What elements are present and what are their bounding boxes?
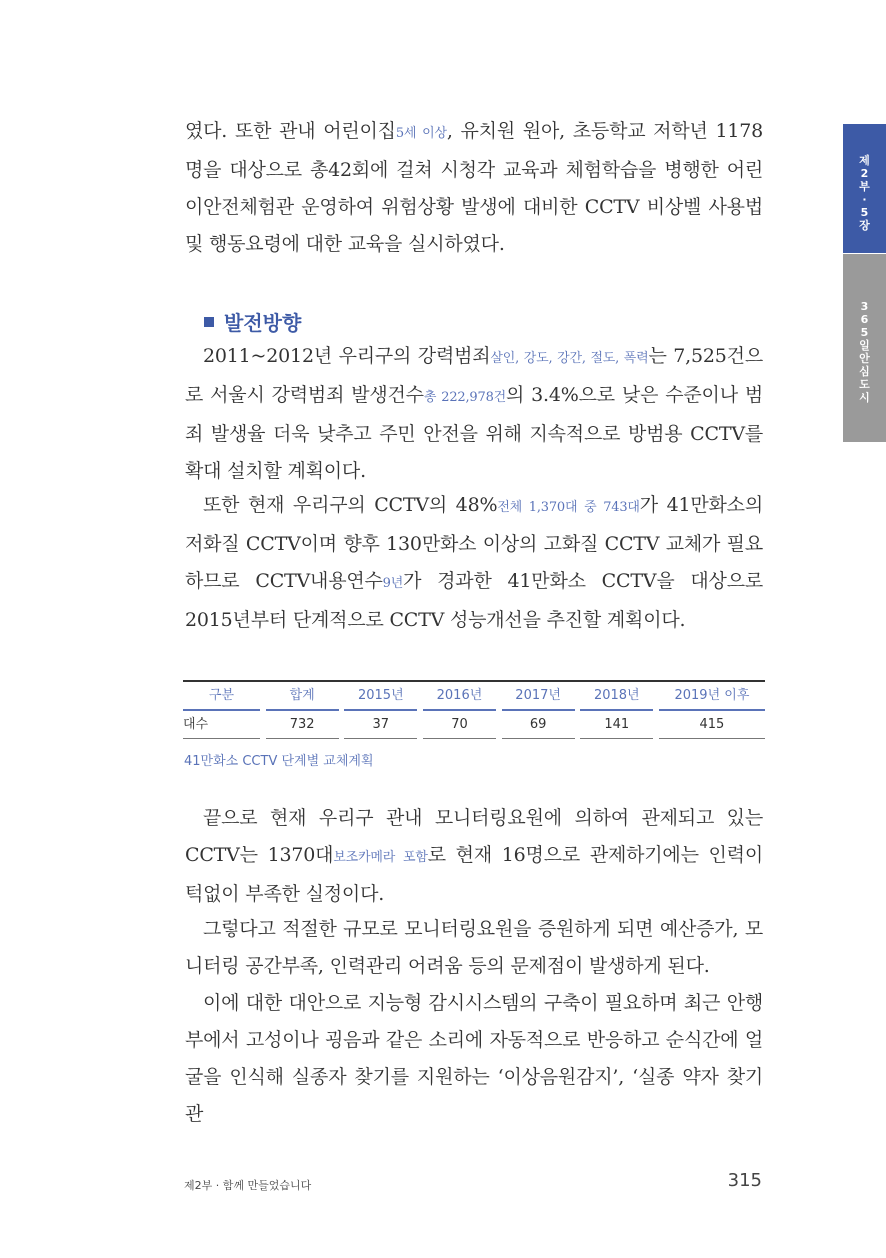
tab-char: 도 [859, 378, 870, 391]
inline-note: 총 222,978건 [423, 390, 507, 405]
text-run: , 유치원 원아, 초등학교 저학년 1178명을 대상으로 총42회에 걸쳐 시청각 교육과 체험학습을 병행한 어린이안전체험관 운영하여 위험상황 발생에 대비한 CCTV 비상벨 사용법 및 행동요령에 대한 교육을 실시하였다. [185, 120, 764, 255]
tab-char: 심 [859, 365, 870, 378]
tab-char: 시 [859, 391, 870, 404]
text-run: 2011~2012년 우리구의 강력범죄 [203, 345, 491, 367]
body-paragraph-3 [185, 487, 763, 639]
table-row [183, 711, 765, 739]
table-header-cell: 2015년 [344, 682, 417, 711]
body-paragraph-5: 그렇다고 적절한 규모로 모니터링요원을 증원하게 되면 예산증가, 모니터링 공간부족, 인력관리 어려움 등의 문제점이 발생하게 된다. [185, 918, 763, 977]
tab-char: · [862, 193, 867, 206]
table-cell: 141 [580, 711, 653, 739]
body-paragraph-4 [185, 800, 763, 913]
section-heading-text: 발전방향 [224, 311, 302, 335]
body-paragraph-1 [185, 113, 763, 263]
inline-note: 보조카메라 포함 [333, 850, 428, 865]
text-run: 또한 현재 우리구의 CCTV의 48% [203, 494, 498, 516]
tab-char: 일 [859, 339, 870, 352]
replacement-plan-table [183, 680, 765, 739]
tab-char: 안 [859, 352, 870, 365]
tab-char: 5 [860, 326, 869, 339]
inline-note: 전체 1,370대 중 743대 [497, 500, 640, 515]
table-cell: 732 [266, 711, 339, 739]
table-header-cell: 합계 [266, 682, 339, 711]
table-cell: 70 [423, 711, 496, 739]
table-caption: 41만화소 CCTV 단계별 교체계획 [184, 754, 374, 769]
tab-char: 부 [859, 180, 870, 193]
page-number: 315 [727, 1170, 762, 1191]
body-paragraph-2 [185, 338, 763, 490]
square-bullet-icon [204, 317, 214, 327]
text-run: 가 41만화소의 저화질 CCTV이며 향후 130만화소 이상의 고화질 CCTV 교체가 필요하므로 CCTV내용연수 [185, 494, 763, 592]
tab-char: 장 [859, 219, 870, 232]
section-heading [204, 307, 301, 336]
table-header-cell: 2017년 [502, 682, 575, 711]
table-cell: 69 [502, 711, 575, 739]
tab-char: 5 [860, 206, 869, 219]
table-header-cell: 2018년 [580, 682, 653, 711]
text-run: 는 7,525건으로 서울시 강력범죄 발생건수 [185, 345, 763, 406]
chapter-tab-active [843, 124, 886, 253]
table-header-cell: 구분 [183, 682, 260, 711]
inline-note: 5세 이상 [395, 126, 447, 141]
text-run: 끝으로 현재 우리구 관내 모니터링요원에 의하여 관제되고 있는 CCTV는 1370대 [185, 807, 763, 866]
table-cell: 415 [659, 711, 765, 739]
text-run: 의 3.4%으로 낮은 수준이나 범죄 발생율 더욱 낮추고 주민 안전을 위해 지속적으로 방범용 CCTV를 확대 설치할 계획이다. [185, 384, 764, 482]
tab-char: 3 [860, 300, 869, 313]
table-header-row [183, 682, 765, 711]
text-run: 가 경과한 41만화소 CCTV을 대상으로 2015년부터 단계적으로 CCTV 성능개선을 추진할 계획이다. [185, 570, 763, 631]
book-title-tab [843, 254, 886, 442]
tab-char: 2 [860, 167, 869, 180]
table-cell: 대수 [183, 711, 260, 739]
tab-char: 제 [859, 154, 870, 167]
tab-char: 6 [860, 313, 869, 326]
running-footer: 제2부 · 함께 만들었습니다 [184, 1179, 312, 1192]
inline-note: 9년 [382, 576, 404, 591]
body-paragraph-6: 이에 대한 대안으로 지능형 감시시스템의 구축이 필요하며 최근 안행부에서 고성이나 굉음과 같은 소리에 자동적으로 반응하고 순식간에 얼굴을 인식해 실종자 찾기를 지원하는 ‘이상음원감지’, ‘실종 약자 찾기 관 [185, 992, 763, 1125]
table-cell: 37 [344, 711, 417, 739]
table-header-cell: 2016년 [423, 682, 496, 711]
table-header-cell: 2019년 이후 [659, 682, 765, 711]
inline-note: 살인, 강도, 강간, 절도, 폭력 [490, 351, 649, 366]
text-run: 였다. 또한 관내 어린이집 [185, 120, 396, 142]
text-run: 로 현재 16명으로 관제하기에는 인력이 턱없이 부족한 실정이다. [185, 844, 763, 905]
